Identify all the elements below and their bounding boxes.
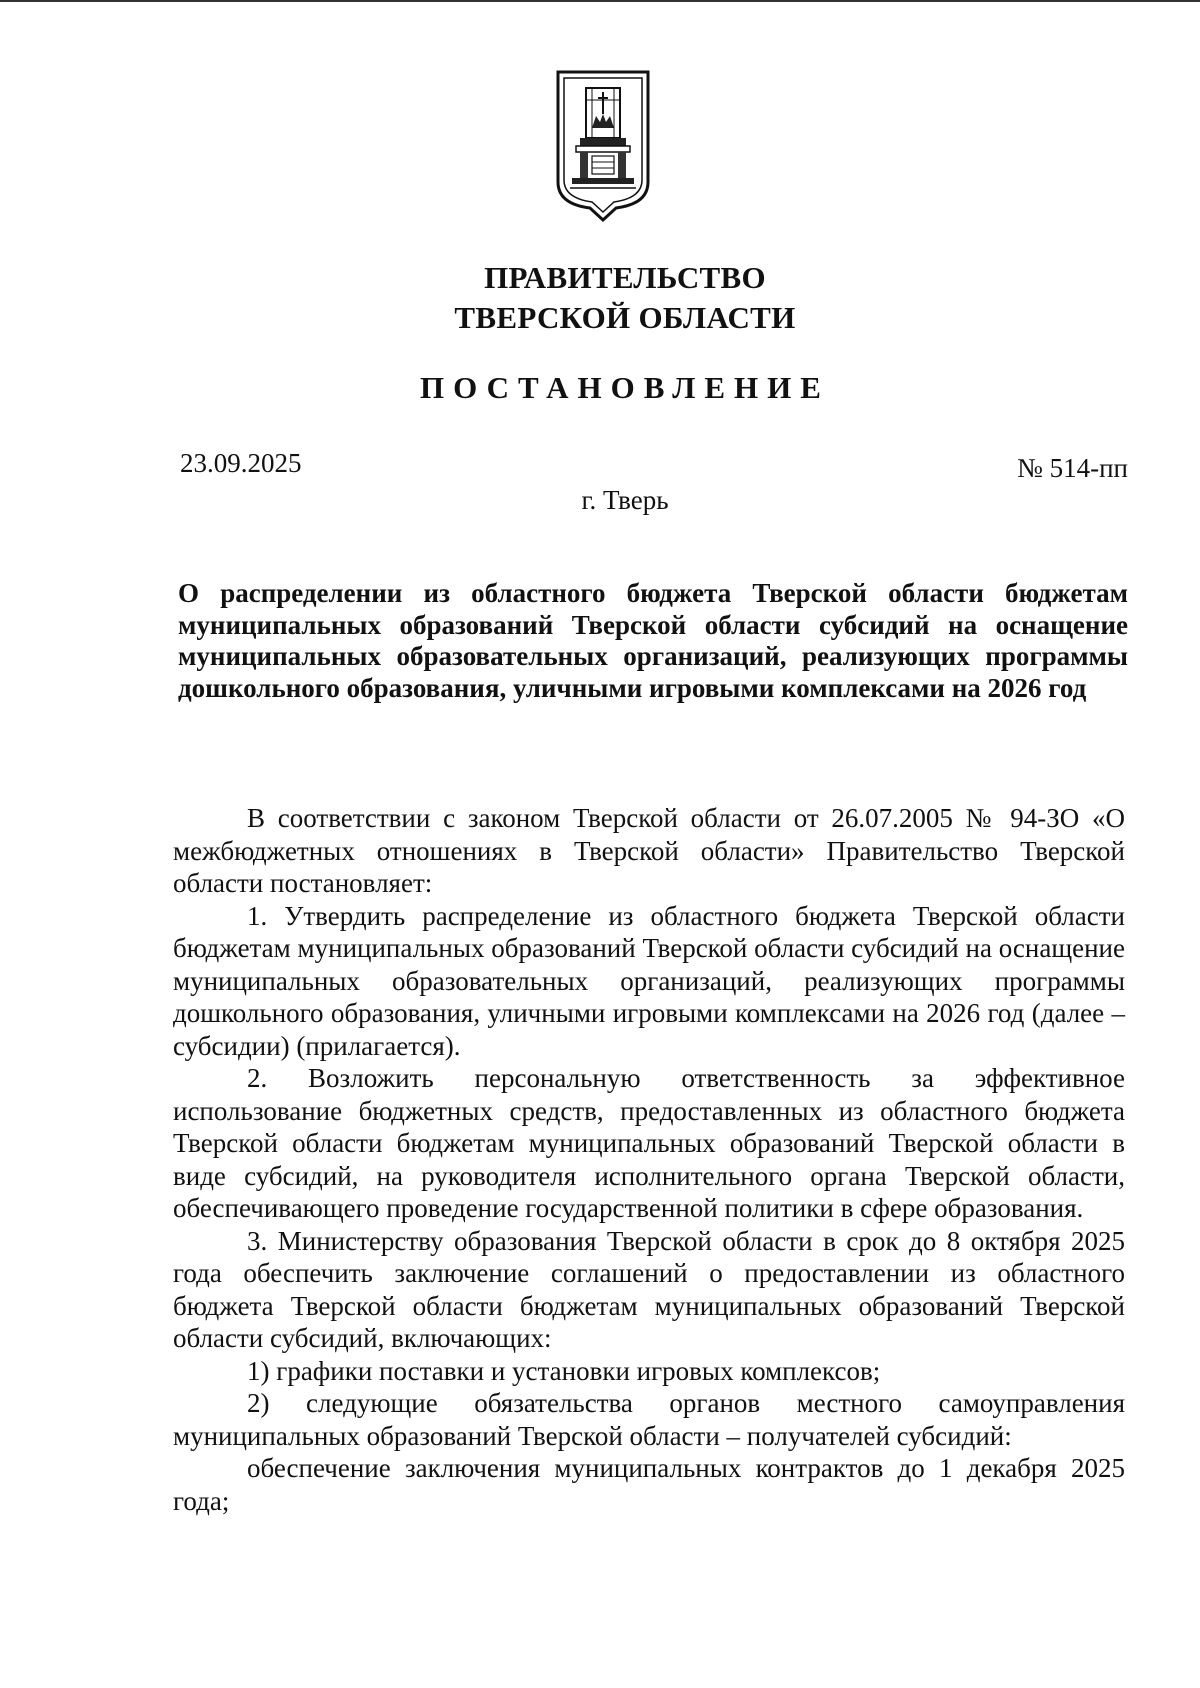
- document-city: г. Тверь: [581, 485, 669, 515]
- body-paragraph-preamble: В соответствии с законом Тверской области от 26.07.2005 № 94-ЗО «О межбюджетных отношениях в Тверской области» Правительство Тверской области постановляет:: [173, 803, 1125, 898]
- body-paragraph-subitem-1: 1) графики поставки и установки игровых комплексов;: [247, 1355, 881, 1386]
- page-top-edge: [0, 0, 1200, 2]
- body-paragraph-item-3: 3. Министерству образования Тверской области в срок до 8 октября 2025 года обеспечить заключение соглашений о предоставлении из областного бюджета Тверской области бюджетам муниципальных образований Тверской области субсидий, включающих:: [173, 1225, 1125, 1353]
- document-subject: О распределении из областного бюджета Тверской области бюджетам муниципальных образований Тверской области субсидий на оснащение муниципальных образовательных организаций, реализующих программы дошкольного образования, уличными игровыми комплексами на 2026 год: [178, 578, 1128, 703]
- government-title-line1: ПРАВИТЕЛЬСТВО: [484, 260, 766, 295]
- government-title-line2: ТВЕРСКОЙ ОБЛАСТИ: [454, 300, 796, 335]
- document-date: 23.09.2025: [180, 448, 302, 478]
- body-paragraph-obligation: обеспечение заключения муниципальных контрактов до 1 декабря 2025 года;: [173, 1453, 1125, 1516]
- body-paragraph-item-1: 1. Утвердить распределение из областного бюджета Тверской области бюджетам муниципальных образований Тверской области субсидий на оснащение муниципальных образовательных организаций, реализующих программы дошкольного образования, уличными игровыми комплексами на 2026 год (далее – субсидии) (прилагается).: [173, 900, 1125, 1061]
- coat-of-arms-emblem: [556, 70, 650, 226]
- document-body: [173, 802, 1125, 1517]
- document-type: ПОСТАНОВЛЕНИЕ: [420, 370, 830, 405]
- government-title: [0, 258, 1200, 338]
- body-paragraph-subitem-2: 2) следующие обязательства органов местного самоуправления муниципальных образований Тверской области – получателей субсидий:: [173, 1388, 1125, 1451]
- body-paragraph-item-2: 2. Возложить персональную ответственность за эффективное использование бюджетных средств, предоставленных из областного бюджета Тверской области бюджетам муниципальных образований Тверской области в виде субсидий, на руководителя исполнительного органа Тверской области, обеспечивающего проведение государственной политики в сфере образования.: [173, 1063, 1125, 1223]
- document-number: № 514-пп: [1017, 453, 1128, 483]
